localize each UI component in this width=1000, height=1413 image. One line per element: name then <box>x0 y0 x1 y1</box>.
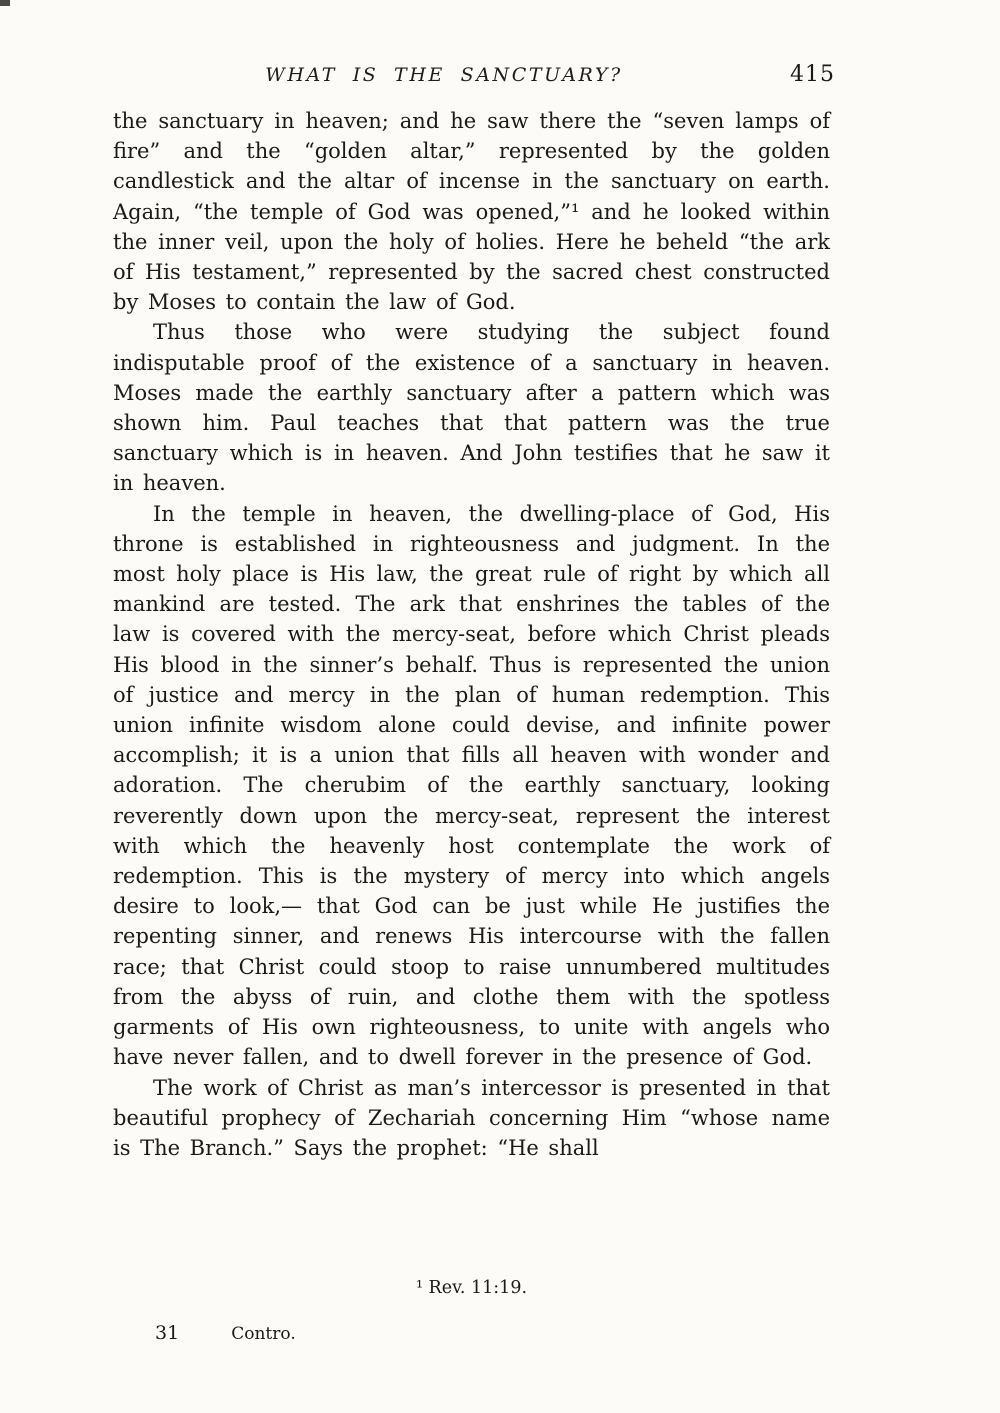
page-footer <box>155 1322 296 1344</box>
signature-number: 31 <box>155 1322 180 1344</box>
footnote: ¹ Rev. 11:19. <box>415 1278 528 1298</box>
signature-label: Contro. <box>231 1324 296 1344</box>
paragraph: The work of Christ as man’s intercessor is presented in that beautiful prophecy of Zechariah concerning Him “whose name is The Branch.” Says the prophet: “He shall <box>113 1075 830 1160</box>
scan-artifact <box>0 0 10 6</box>
paragraph-continuation: the sanctuary in heaven; and he saw there the “seven lamps of fire” and the “golden altar,” represented by the golden candlestick and the altar of incense in the sanctuary on earth. Again, “the temple of God was opened,”¹ and he looked within the inner veil, upon the holy of holies. Here he beheld “the ark of His testament,” represented by the sacred chest constructed by Moses to contain the law of God. <box>113 109 830 315</box>
paragraph: In the temple in heaven, the dwelling-place of God, His throne is established in righteousness and judgment. In the most holy place is His law, the great rule of right by which all mankind are tested. The ark that enshrines the tables of the law is covered with the mercy-seat, before which Christ pleads His blood in the sinner’s behalf. Thus is represented the union of justice and mercy in the plan of human redemption. This union infinite wisdom alone could devise, and infinite power accomplish; it is a union that fills all heaven with wonder and adoration. The cherubim of the earthly sanctuary, looking reverently down upon the mercy-seat, represent the interest with which the heavenly host contemplate the work of redemption. This is the mystery of mercy into which angels desire to look,— that God can be just while He justifies the repenting sinner, and renews His intercourse with the fallen race; that Christ could stoop to raise unnumbered multitudes from the abyss of ruin, and clothe them with the spotless garments of His own righteousness, to unite with angels who have never fallen, and to dwell forever in the presence of God. <box>113 501 830 1070</box>
page-header <box>113 64 835 94</box>
paragraph: Thus those who were studying the subject found indisputable proof of the existence of a sanctuary in heaven. Moses made the earthly sanctuary after a pattern which was shown him. Paul teaches that that pattern was the true sanctuary which is in heaven. And John testifies that he saw it in heaven. <box>113 320 830 496</box>
page-number: 415 <box>790 62 835 87</box>
body-text <box>113 106 830 1163</box>
running-title: WHAT IS THE SANCTUARY? <box>265 64 623 86</box>
